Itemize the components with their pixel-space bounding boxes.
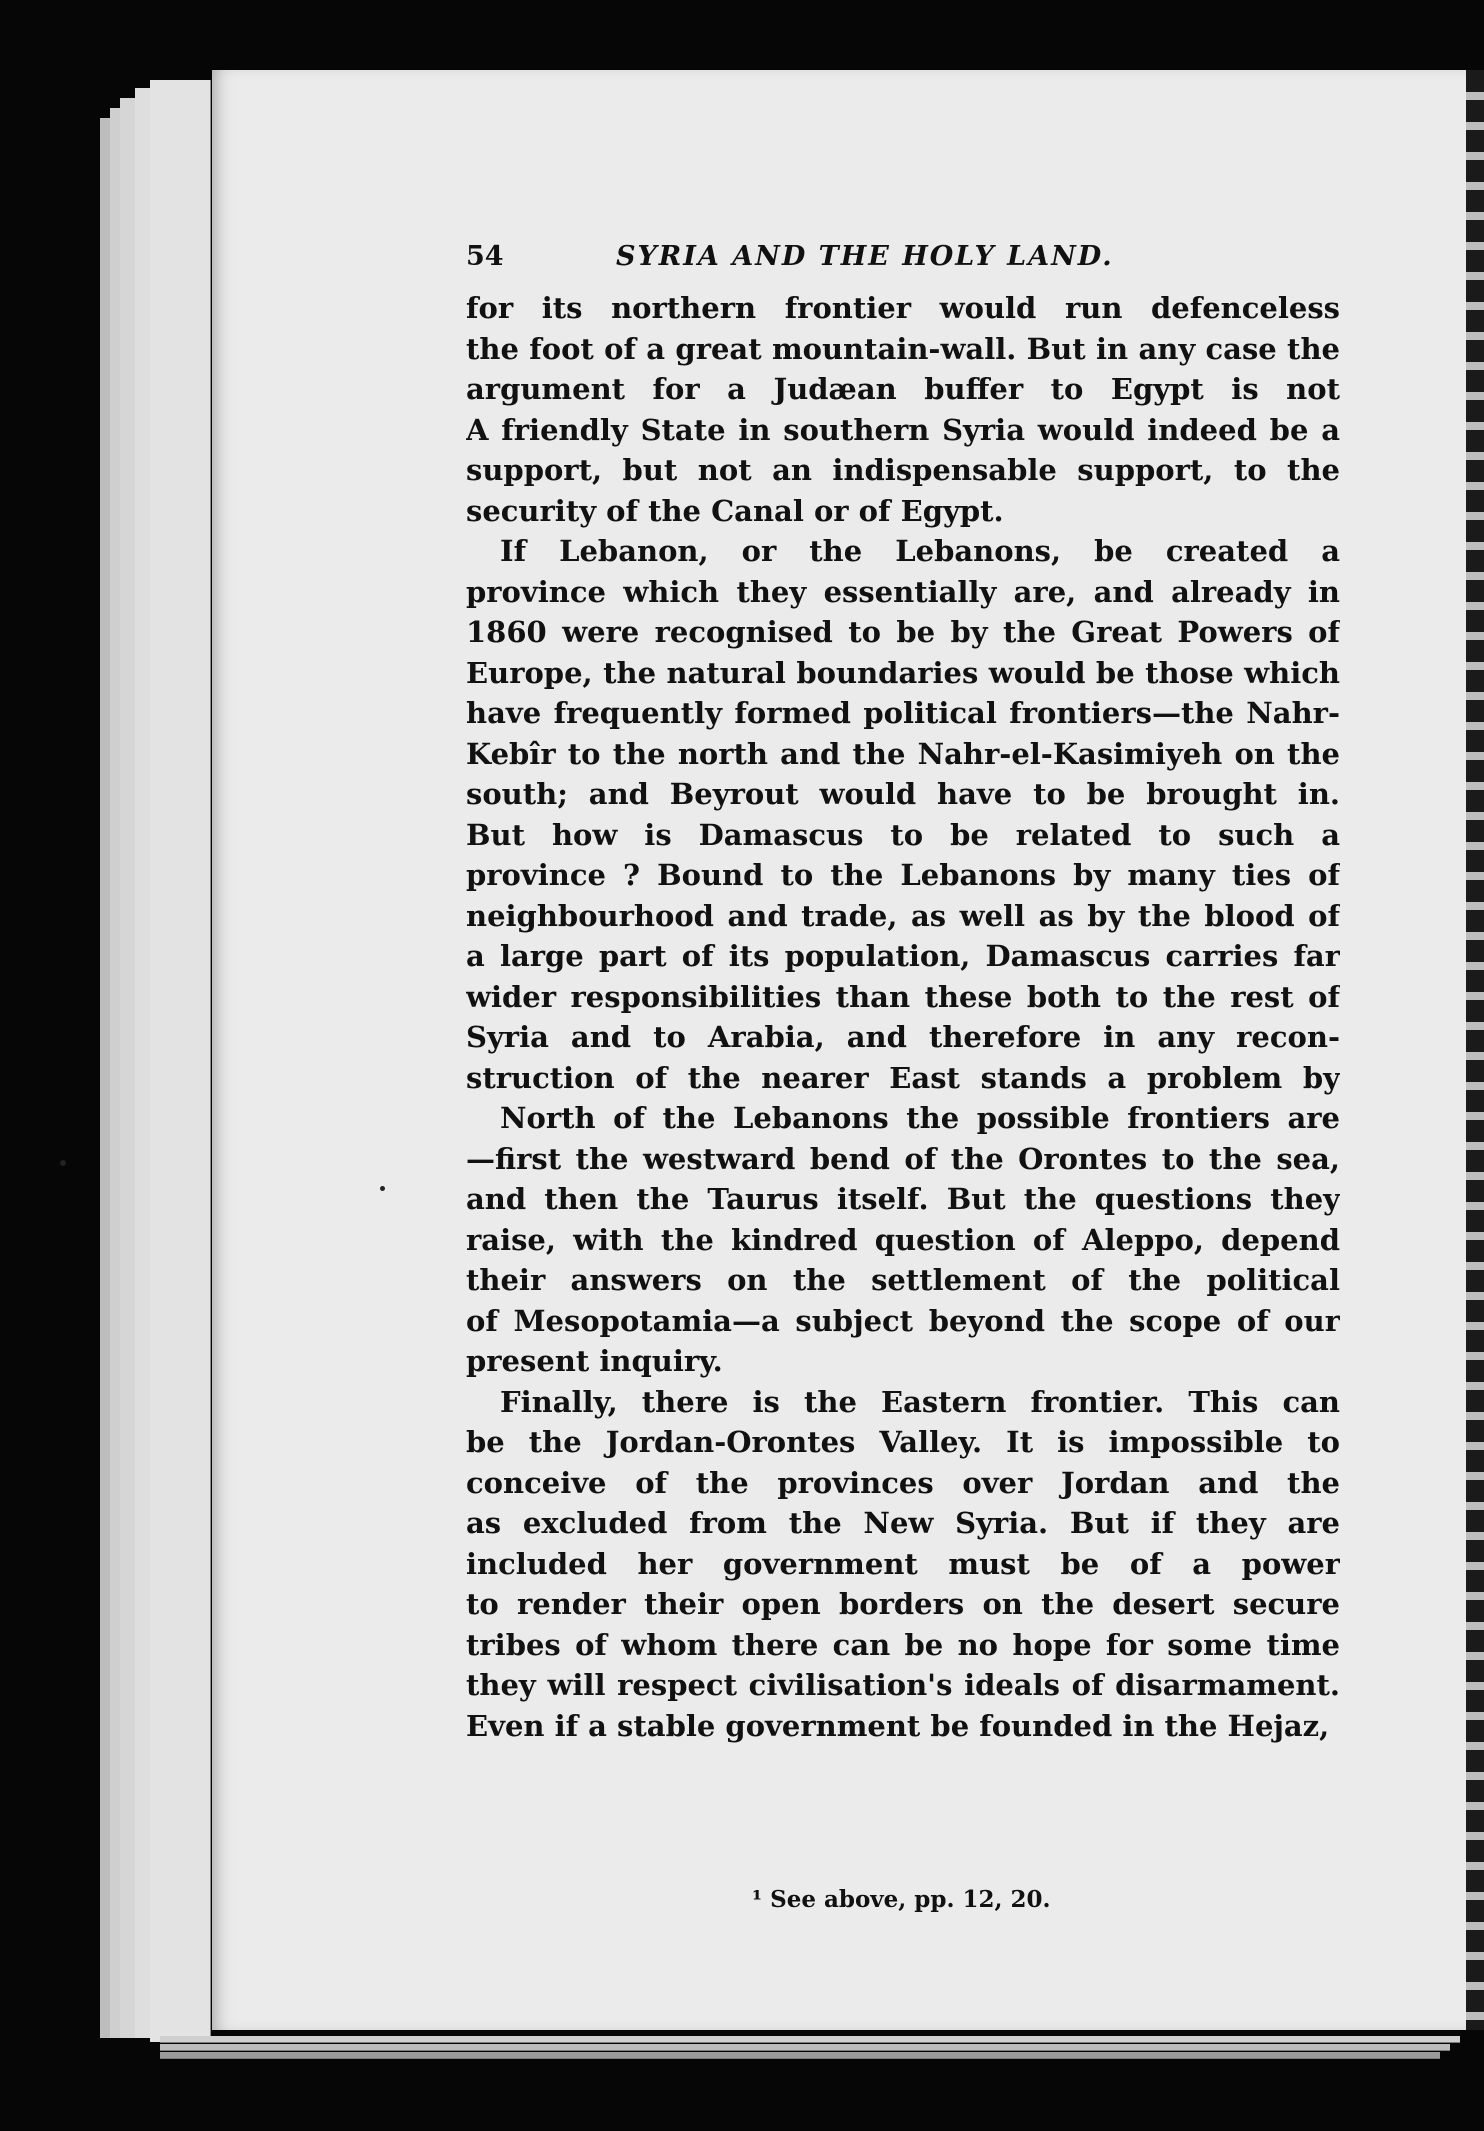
dust-speck <box>380 1186 385 1191</box>
paragraph <box>466 531 1340 1098</box>
text-line: province which they essentially are, and already in <box>466 574 1340 609</box>
text-line: security of the Canal or of Egypt. <box>466 493 1004 528</box>
text-line: conceive of the provinces over Jordan and the <box>466 1465 1340 1500</box>
text-line: province ? Bound to the Lebanons by many ties of <box>466 858 1340 892</box>
page-edge <box>150 80 211 2042</box>
text-line: Finally, there is the Eastern frontier. This can <box>500 1384 1340 1419</box>
text-line: the foot of a great mountain-wall. But in any case the <box>466 331 1340 366</box>
text-line: tribes of whom there can be no hope for some time <box>466 1627 1340 1662</box>
page-text <box>466 236 1340 1746</box>
text-line: struction of the nearer East stands a problem by <box>466 1060 1340 1095</box>
text-line: —first the westward bend of the Orontes to the sea, <box>466 1141 1340 1176</box>
bottom-page-edge <box>160 2052 1440 2059</box>
text-line: A friendly State in southern Syria would indeed be a <box>466 412 1340 447</box>
text-line: argument for a Judæan buffer to Egypt is not <box>466 372 1340 406</box>
binding-edge <box>1466 70 1484 2030</box>
text-line: But how is Damascus to be related to such a <box>466 817 1340 852</box>
text-line: wider responsibilities than these both to the rest of <box>466 979 1340 1014</box>
text-line: be the Jordan-Orontes Valley. It is impossible to <box>466 1425 1340 1459</box>
text-line: 1860 were recognised to be by the Great Powers of <box>466 615 1340 649</box>
text-line: If Lebanon, or the Lebanons, be created a <box>500 534 1340 568</box>
text-line: a large part of its population, Damascus carries far <box>466 939 1340 973</box>
text-line: Even if a stable government be founded in the Hejaz, <box>466 1708 1330 1743</box>
text-line: and then the Taurus itself. But the questions they <box>466 1182 1340 1216</box>
footnote: ¹ See above, pp. 12, 20. <box>752 1886 1051 1913</box>
text-line: Kebîr to the north and the Nahr-el-Kasimiyeh on the <box>466 736 1340 771</box>
text-line: North of the Lebanons the possible frontiers are <box>500 1101 1340 1135</box>
text-line: present inquiry. <box>466 1344 723 1378</box>
paragraph <box>466 1382 1340 1747</box>
text-line: as excluded from the New Syria. But if they are <box>466 1506 1340 1540</box>
text-line: raise, with the kindred question of Aleppo, depend <box>466 1222 1340 1257</box>
page-number: 54 <box>466 241 504 272</box>
text-line: of Mesopotamia—a subject beyond the scope of our <box>466 1303 1340 1338</box>
text-line: for its northern frontier would run defenceless <box>466 291 1340 325</box>
paragraph <box>466 288 1340 531</box>
text-line: they will respect civilisation's ideals of disarmament. <box>466 1668 1340 1702</box>
text-line: support, but not an indispensable support, to the <box>466 453 1340 487</box>
running-title: SYRIA AND THE HOLY LAND. <box>616 241 1114 272</box>
paragraph <box>466 1098 1340 1382</box>
body-text <box>466 288 1340 1746</box>
text-line: have frequently formed political frontiers—the Nahr- <box>466 696 1340 730</box>
text-line: their answers on the settlement of the political <box>466 1263 1340 1297</box>
text-line: Europe, the natural boundaries would be those which <box>466 655 1340 690</box>
text-line: to render their open borders on the desert secure <box>466 1587 1340 1621</box>
bottom-page-edge <box>160 2044 1450 2051</box>
bottom-page-edge <box>160 2036 1460 2043</box>
text-line: south; and Beyrout would have to be brought in. <box>466 777 1340 811</box>
text-line: included her government must be of a power <box>466 1546 1340 1581</box>
dust-speck <box>60 1160 66 1166</box>
running-head <box>466 236 1340 278</box>
text-line: neighbourhood and trade, as well as by the blood of <box>466 898 1340 933</box>
text-line: Syria and to Arabia, and therefore in any recon- <box>466 1020 1340 1054</box>
